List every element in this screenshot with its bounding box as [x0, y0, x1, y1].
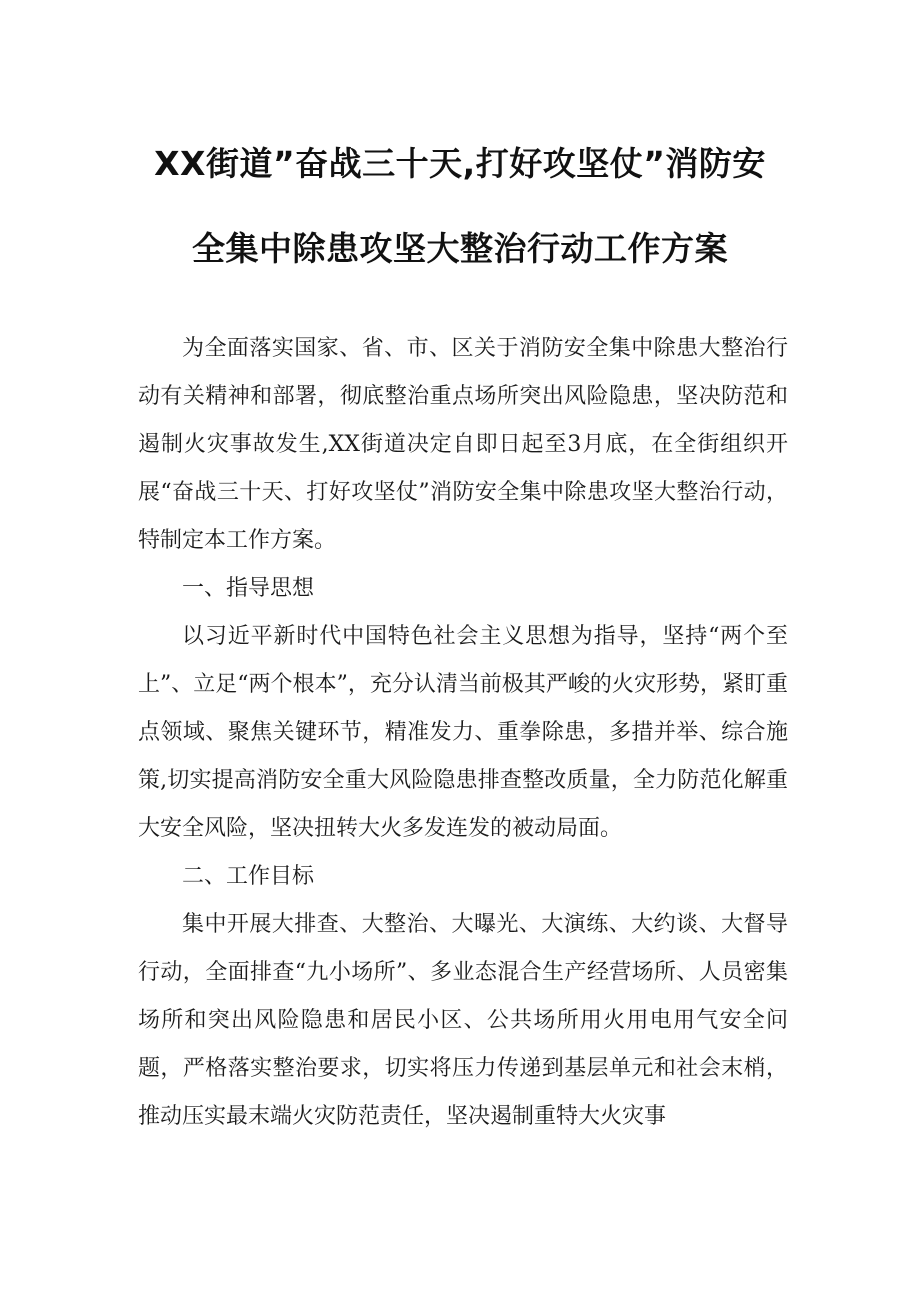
intro-paragraph: 为全面落实国家、省、市、区关于消防安全集中除患大整治行动有关精神和部署，彻底整治重点场所突出风险隐患，坚决防范和遏制火灾事故发生,XX街道决定自即日起至3月底，在全街组织开展“奋战三十天、打好攻坚仗”消防安全集中除患攻坚大整治行动，特制定本工作方案。	[138, 336, 788, 553]
work-goals-paragraph: 集中开展大排查、大整治、大曝光、大演练、大约谈、大督导行动，全面排查“九小场所”、多业态混合生产经营场所、人员密集场所和突出风险隐患和居民小区、公共场所用火用电用气安全问题，严格落实整治要求，切实将压力传递到基层单元和社会末梢，推动压实最末端火灾防范责任，坚决遏制重特大火灾事	[138, 912, 788, 1129]
section-heading-guiding-thought: 一、指导思想	[182, 576, 315, 601]
document-body	[138, 325, 788, 1141]
guiding-thought-paragraph: 以习近平新时代中国特色社会主义思想为指导，坚持“两个至上”、立足“两个根本”，充分认清当前极其严峻的火灾形势，紧盯重点领域、聚焦关键环节，精准发力、重拳除患，多措并举、综合施策,切实提高消防安全重大风险隐患排查整改质量，全力防范化解重大安全风险，坚决扭转大火多发连发的被动局面。	[138, 624, 788, 841]
document-title-line-2: 全集中除患攻坚大整治行动工作方案	[192, 229, 728, 268]
document-title-line-1: XX街道”奋战三十天,打好攻坚仗”消防安	[154, 144, 766, 183]
section-heading-work-goals: 二、工作目标	[182, 864, 315, 889]
